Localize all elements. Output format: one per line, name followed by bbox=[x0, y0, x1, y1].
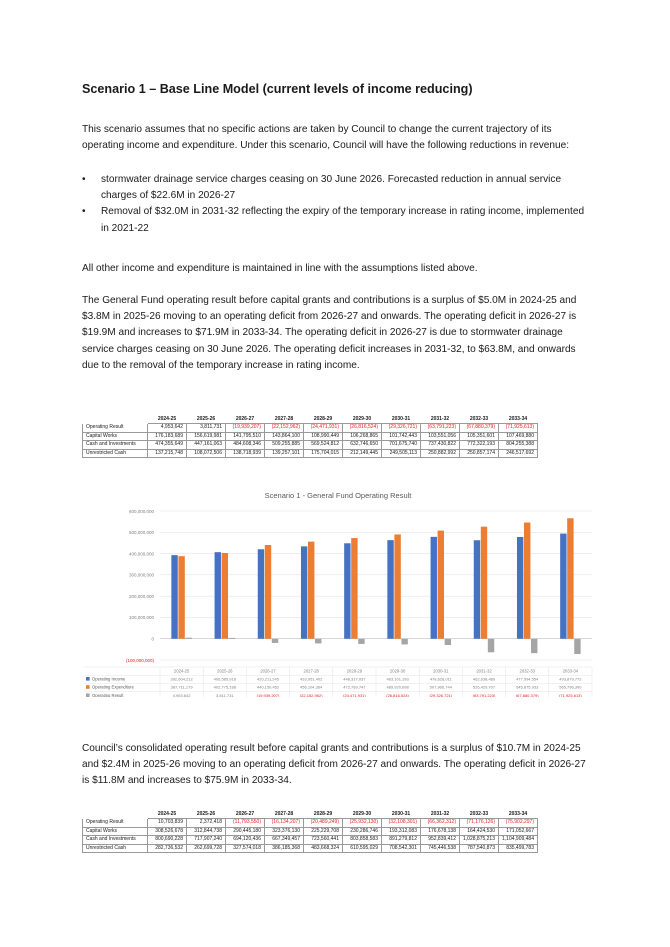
table-cell: (26,816,524) bbox=[343, 424, 382, 432]
year-header: 2026-27 bbox=[226, 416, 265, 424]
year-header: 2032-33 bbox=[460, 416, 499, 424]
table-cell: 137,215,748 bbox=[148, 449, 187, 457]
table-header-row bbox=[83, 811, 538, 819]
table-cell: 952,839,412 bbox=[421, 836, 460, 844]
list-item: • Removal of $32.0M in 2031-32 reflecting the expiry of the temporary increase in rating income, implemented in 2021-22 bbox=[82, 204, 594, 236]
bar-operating-income bbox=[474, 540, 480, 638]
table-cell: 386,185,368 bbox=[265, 844, 304, 852]
data-label: 440,150,452 bbox=[256, 684, 280, 690]
table-cell: 835,499,783 bbox=[499, 844, 538, 852]
table-cell: 312,844,738 bbox=[187, 827, 226, 835]
revenue-reduction-list bbox=[82, 172, 594, 237]
table-row bbox=[83, 827, 538, 835]
table-cell: 193,312,083 bbox=[382, 827, 421, 835]
y-tick-label: 300,000,000 bbox=[128, 572, 154, 578]
y-tick-label: 100,000,000 bbox=[128, 615, 154, 621]
year-header: 2027-28 bbox=[265, 416, 304, 424]
bar-operating-expenditure bbox=[524, 523, 530, 639]
operating-result-chart bbox=[82, 485, 594, 697]
table-cell: (66,362,312) bbox=[421, 819, 460, 827]
table-cell: 176,678,138 bbox=[421, 827, 460, 835]
x-tick-label: 2032-33 bbox=[519, 668, 535, 674]
bar-operating-result bbox=[531, 639, 537, 653]
year-header: 2031-32 bbox=[421, 416, 460, 424]
table-cell: 323,376,130 bbox=[265, 827, 304, 835]
bar-operating-income bbox=[215, 552, 221, 639]
legend-label: Operating Income bbox=[92, 676, 126, 682]
table-cell: 484,608,346 bbox=[226, 441, 265, 449]
data-label: (24,471,931) bbox=[343, 692, 366, 697]
table-cell: 290,445,180 bbox=[226, 827, 265, 835]
table-cell: 105,351,601 bbox=[460, 432, 499, 440]
bar-operating-expenditure bbox=[351, 538, 357, 639]
table-cell: (25,932,130) bbox=[343, 819, 382, 827]
data-label: 472,789,747 bbox=[343, 684, 366, 690]
table-cell: 891,279,812 bbox=[382, 836, 421, 844]
table-cell: 212,149,445 bbox=[343, 449, 382, 457]
x-tick-label: 2030-31 bbox=[433, 668, 449, 674]
data-label: 526,429,707 bbox=[472, 684, 496, 690]
table-cell: 803,858,583 bbox=[343, 836, 382, 844]
row-label: Cash and Investments bbox=[83, 836, 148, 844]
y-tick-label: (100,000,000) bbox=[125, 657, 154, 663]
data-label: (19,939,207) bbox=[256, 692, 280, 697]
table-cell: (24,471,931) bbox=[304, 424, 343, 432]
bar-operating-expenditure bbox=[265, 545, 271, 639]
list-item: • stormwater drainage service charges ceasing on 30 June 2026. Forecasted reduction in annual service charges of $22.6M in 2026-27 bbox=[82, 172, 594, 204]
row-label: Capital Works bbox=[83, 432, 148, 440]
table-cell: 106,268,865 bbox=[343, 432, 382, 440]
year-header: 2032-33 bbox=[460, 811, 499, 819]
data-label: 456,104,364 bbox=[300, 684, 323, 690]
data-label: (71,925,613) bbox=[559, 692, 582, 697]
bar-operating-result bbox=[401, 639, 407, 645]
data-label: 420,211,245 bbox=[257, 676, 279, 682]
table-cell: 569,524,812 bbox=[304, 441, 343, 449]
row-label: Capital Works bbox=[83, 827, 148, 835]
table-cell: 723,560,441 bbox=[304, 836, 343, 844]
section-heading: Scenario 1 – Base Line Model (current levels of income reducing) bbox=[82, 82, 473, 96]
x-tick-label: 2033-34 bbox=[562, 668, 579, 674]
row-label: Unrestricted Cash bbox=[83, 449, 148, 457]
table-cell: 282,736,532 bbox=[148, 844, 187, 852]
data-label: (29,326,721) bbox=[429, 692, 453, 697]
bar-operating-income bbox=[560, 534, 566, 639]
bar-operating-expenditure bbox=[438, 531, 444, 639]
general-fund-summary-table bbox=[82, 415, 538, 458]
table-cell: (22,152,962) bbox=[265, 424, 304, 432]
table-cell: 708,542,301 bbox=[382, 844, 421, 852]
data-label: 387,711,179 bbox=[170, 684, 193, 690]
data-label: 402,775,188 bbox=[213, 684, 236, 690]
x-tick-label: 2028-29 bbox=[346, 668, 363, 674]
data-label: 4,953,642 bbox=[172, 692, 191, 697]
header-cell-empty bbox=[83, 416, 148, 424]
table-cell: 509,255,885 bbox=[265, 441, 304, 449]
bar-operating-income bbox=[387, 540, 393, 639]
table-cell: 308,526,678 bbox=[148, 827, 187, 835]
table-cell: 737,430,822 bbox=[421, 441, 460, 449]
table-cell: 327,574,018 bbox=[226, 844, 265, 852]
table-cell: 246,517,692 bbox=[499, 449, 538, 457]
intro-paragraph: This scenario assumes that no specific actions are taken by Council to change the current trajectory of its operating income and expenditure. Under this scenario, Council will have the following reductions in revenue: bbox=[82, 124, 570, 152]
year-header: 2026-27 bbox=[226, 811, 265, 819]
table-cell: 164,424,530 bbox=[460, 827, 499, 835]
data-label: 3,811,731 bbox=[216, 692, 234, 697]
table-cell: 4,953,642 bbox=[148, 424, 187, 432]
bar-operating-expenditure bbox=[222, 553, 228, 639]
bar-operating-result bbox=[272, 639, 278, 643]
data-label: (63,791,223) bbox=[472, 692, 496, 697]
table-cell: 474,355,649 bbox=[148, 441, 187, 449]
legend-label: Operating Result bbox=[92, 692, 124, 697]
bar-operating-expenditure bbox=[308, 542, 314, 639]
bar-operating-expenditure bbox=[567, 518, 573, 638]
x-tick-label: 2027-28 bbox=[303, 668, 319, 674]
y-tick-label: 500,000,000 bbox=[128, 530, 154, 536]
y-tick-label: 0 bbox=[151, 636, 154, 642]
table-row bbox=[83, 441, 538, 449]
bar-operating-expenditure bbox=[394, 534, 400, 638]
row-label: Operating Result bbox=[83, 424, 148, 432]
table-cell: 156,619,981 bbox=[187, 432, 226, 440]
table-cell: 632,746,650 bbox=[343, 441, 382, 449]
table-cell: (75,902,297) bbox=[499, 819, 538, 827]
year-header: 2025-26 bbox=[187, 416, 226, 424]
table-cell: 225,229,708 bbox=[304, 827, 343, 835]
table-cell: 108,072,506 bbox=[187, 449, 226, 457]
data-label: 448,317,037 bbox=[343, 676, 366, 682]
general-fund-paragraph: The General Fund operating result before capital grants and contributions is a surplus of $5.0M in 2024-25 and $3.8M in 2025-26 moving to an operating deficit from 2026-27 and onwards. The operating deficit in 2026-27 is $19.9M and increases to $71.9M in 2033-34. The operating deficit in 2026-27 is due to stormwater drainage service charges ceasing on 30 June 2026. The operating deficit increases in 2031-32, to $63.8M, and onwards due to the removal of the temporary increase in rating income. bbox=[82, 295, 577, 371]
table-cell: (19,939,207) bbox=[226, 424, 265, 432]
table-row bbox=[83, 819, 538, 827]
table-cell: 2,372,418 bbox=[187, 819, 226, 827]
table-row bbox=[83, 432, 538, 440]
table-cell: 667,349,457 bbox=[265, 836, 304, 844]
table-cell: 1,028,875,213 bbox=[460, 836, 499, 844]
data-label: (26,816,524) bbox=[386, 692, 409, 697]
table-cell: (16,134,207) bbox=[265, 819, 304, 827]
table-cell: 262,699,728 bbox=[187, 844, 226, 852]
header-cell-empty bbox=[83, 811, 148, 819]
data-label: 477,994,554 bbox=[516, 676, 539, 682]
table-cell: (11,793,550) bbox=[226, 819, 265, 827]
data-label: 462,638,489 bbox=[472, 676, 496, 682]
table-cell: 787,540,873 bbox=[460, 844, 499, 852]
table-cell: 250,882,992 bbox=[421, 449, 460, 457]
data-label: 565,796,390 bbox=[559, 684, 582, 690]
bar-operating-result bbox=[574, 639, 580, 654]
table-row bbox=[83, 844, 538, 852]
table-cell: 3,811,731 bbox=[187, 424, 226, 432]
table-cell: 701,675,740 bbox=[382, 441, 421, 449]
bar-operating-result bbox=[229, 638, 235, 639]
data-label: 406,585,918 bbox=[213, 676, 236, 682]
y-tick-label: 600,000,000 bbox=[128, 508, 154, 514]
data-label: (67,880,379) bbox=[515, 692, 539, 697]
table-cell: 141,795,510 bbox=[226, 432, 265, 440]
data-label: 507,966,744 bbox=[429, 684, 452, 690]
bar-operating-result bbox=[315, 639, 321, 644]
year-header: 2029-30 bbox=[343, 416, 382, 424]
table-cell: 772,322,193 bbox=[460, 441, 499, 449]
year-header: 2030-31 bbox=[382, 811, 421, 819]
table-cell: 139,257,101 bbox=[265, 449, 304, 457]
table-cell: 610,595,029 bbox=[343, 844, 382, 852]
year-header: 2031-32 bbox=[421, 811, 460, 819]
year-header: 2027-28 bbox=[265, 811, 304, 819]
data-label: 493,879,772 bbox=[559, 676, 582, 682]
table-cell: 10,703,839 bbox=[148, 819, 187, 827]
table-cell: 694,120,436 bbox=[226, 836, 265, 844]
table-cell: 447,161,063 bbox=[187, 441, 226, 449]
year-header: 2033-34 bbox=[499, 416, 538, 424]
bar-operating-result bbox=[488, 639, 494, 653]
data-label: 433,951,402 bbox=[300, 676, 323, 682]
data-label: 478,628,011 bbox=[429, 676, 452, 682]
table-cell: 171,052,667 bbox=[499, 827, 538, 835]
data-label: 489,920,698 bbox=[386, 684, 409, 690]
row-label: Operating Result bbox=[83, 819, 148, 827]
table-cell: 804,255,388 bbox=[499, 441, 538, 449]
table-row bbox=[83, 449, 538, 457]
table-cell: 230,286,746 bbox=[343, 827, 382, 835]
consolidated-paragraph: Council’s consolidated operating result before capital grants and contributions is a surplus of $10.7M in 2024-25 and $2.4M in 2025-26 moving to an operating deficit from 2026-27 and onwards. The operating deficit in 2026-27 is $11.8M and increases to $75.9M in 2033-34. bbox=[82, 743, 586, 787]
data-label: 463,101,193 bbox=[386, 676, 409, 682]
bar-operating-income bbox=[171, 555, 177, 639]
table-cell: 175,704,015 bbox=[304, 449, 343, 457]
y-tick-label: 400,000,000 bbox=[128, 551, 154, 557]
y-tick-label: 200,000,000 bbox=[128, 593, 154, 599]
data-label: 545,875,933 bbox=[516, 684, 539, 690]
legend-swatch bbox=[86, 685, 90, 689]
x-tick-label: 2024-25 bbox=[173, 668, 190, 674]
table-cell: 138,718,939 bbox=[226, 449, 265, 457]
other-income-paragraph: All other income and expenditure is maintained in line with the assumptions listed above. bbox=[82, 263, 478, 274]
bar-operating-income bbox=[431, 537, 437, 639]
x-tick-label: 2029-30 bbox=[389, 668, 406, 674]
x-tick-label: 2026-27 bbox=[260, 668, 276, 674]
table-cell: 483,668,324 bbox=[304, 844, 343, 852]
table-cell: 250,857,174 bbox=[460, 449, 499, 457]
bar-operating-result bbox=[185, 638, 191, 639]
x-tick-label: 2025-26 bbox=[217, 668, 233, 674]
table-cell: (71,176,126) bbox=[460, 819, 499, 827]
table-cell: (71,925,613) bbox=[499, 424, 538, 432]
year-header: 2028-29 bbox=[304, 811, 343, 819]
table-cell: 745,446,538 bbox=[421, 844, 460, 852]
table-row bbox=[83, 424, 538, 432]
table-cell: 108,990,449 bbox=[304, 432, 343, 440]
table-cell: (20,489,249) bbox=[304, 819, 343, 827]
year-header: 2024-25 bbox=[148, 416, 187, 424]
bar-operating-income bbox=[301, 546, 307, 638]
row-label: Cash and Investments bbox=[83, 441, 148, 449]
year-header: 2028-29 bbox=[304, 416, 343, 424]
table-cell: 176,183,689 bbox=[148, 432, 187, 440]
table-cell: 717,907,240 bbox=[187, 836, 226, 844]
bar-operating-result bbox=[358, 639, 364, 644]
table-cell: 800,690,228 bbox=[148, 836, 187, 844]
bar-operating-expenditure bbox=[178, 556, 184, 639]
table-cell: 249,505,113 bbox=[382, 449, 421, 457]
table-cell: 107,469,880 bbox=[499, 432, 538, 440]
bar-operating-income bbox=[258, 549, 264, 638]
year-header: 2030-31 bbox=[382, 416, 421, 424]
consolidated-summary-table bbox=[82, 810, 538, 853]
year-header: 2025-26 bbox=[187, 811, 226, 819]
data-label: 392,604,212 bbox=[170, 676, 193, 682]
table-cell: 1,104,909,484 bbox=[499, 836, 538, 844]
legend-swatch bbox=[86, 693, 90, 697]
legend-swatch bbox=[86, 677, 90, 681]
table-cell: (63,791,223) bbox=[421, 424, 460, 432]
table-cell: (67,880,379) bbox=[460, 424, 499, 432]
table-header-row bbox=[83, 416, 538, 424]
year-header: 2029-30 bbox=[343, 811, 382, 819]
bar-operating-income bbox=[344, 543, 350, 638]
table-cell: 101,742,443 bbox=[382, 432, 421, 440]
table-cell: 143,864,100 bbox=[265, 432, 304, 440]
chart-title: Scenario 1 - General Fund Operating Result bbox=[264, 491, 412, 500]
bar-operating-income bbox=[517, 537, 523, 639]
legend-label: Operating Expenditure bbox=[92, 684, 134, 690]
x-tick-label: 2031-32 bbox=[476, 668, 492, 674]
table-cell: 103,551,056 bbox=[421, 432, 460, 440]
year-header: 2033-34 bbox=[499, 811, 538, 819]
bar-operating-expenditure bbox=[481, 527, 487, 639]
table-row bbox=[83, 836, 538, 844]
bar-operating-result bbox=[445, 639, 451, 645]
year-header: 2024-25 bbox=[148, 811, 187, 819]
data-label: (22,152,962) bbox=[299, 692, 323, 697]
row-label: Unrestricted Cash bbox=[83, 844, 148, 852]
table-cell: (32,108,301) bbox=[382, 819, 421, 827]
table-cell: (29,326,721) bbox=[382, 424, 421, 432]
